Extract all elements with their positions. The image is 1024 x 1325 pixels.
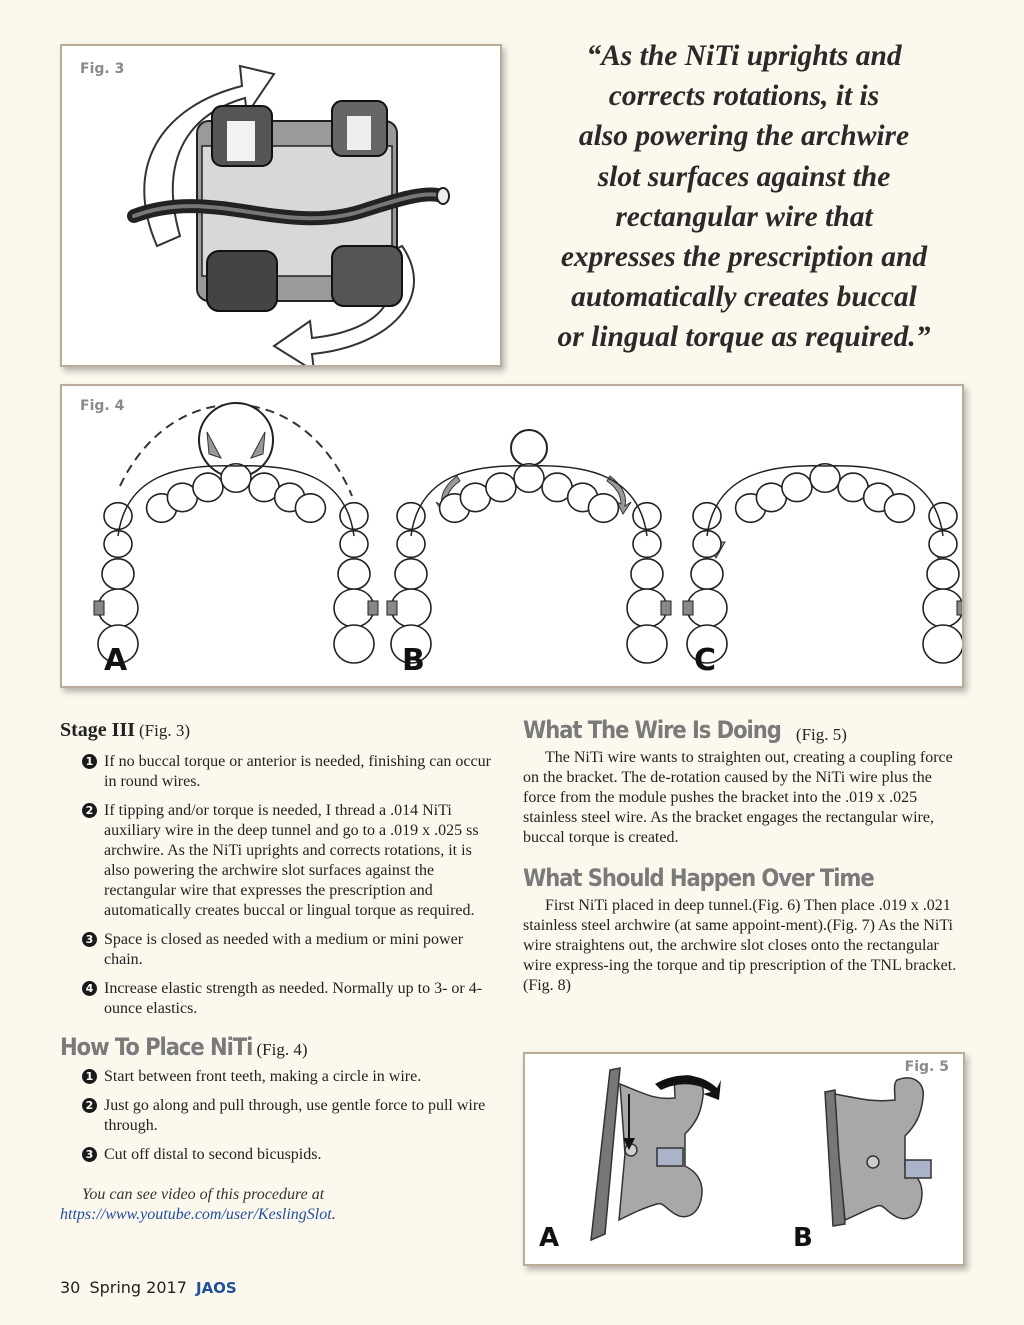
place-item (60, 1096, 498, 1136)
tooth (923, 625, 962, 663)
molar-tube (683, 601, 693, 615)
stage3-ref: (Fig. 3) (139, 721, 191, 740)
page-footer (60, 1278, 237, 1297)
tooth (193, 473, 223, 502)
number-badge-icon: 3 (82, 1147, 97, 1162)
quote-line: also powering the archwire (578, 120, 910, 153)
issue-date: Spring 2017 (89, 1278, 187, 1297)
tooth (627, 625, 667, 663)
place-item-text: Cut off distal to second bicuspids. (104, 1146, 322, 1163)
tooth (334, 625, 374, 663)
number-badge-icon: 1 (82, 754, 97, 769)
tooth (631, 559, 663, 589)
stage3-item (60, 752, 498, 792)
panel-label-a: A (539, 1223, 560, 1253)
tooth (486, 473, 516, 502)
molar-tube (957, 601, 962, 615)
place-heading (60, 1033, 498, 1061)
tooth (588, 494, 618, 522)
fig5-panel (523, 1052, 965, 1266)
fig4-arch-illustration (62, 386, 962, 686)
molar-tube (387, 601, 397, 615)
panel-label-c: C (694, 643, 717, 678)
quote-line: or lingual torque as required.” (557, 321, 931, 354)
stage3-item-text: If no buccal torque or anterior is needed, finishing can occur in round wires. (104, 753, 491, 790)
number-badge-icon: 2 (82, 1098, 97, 1113)
wire-heading (523, 716, 965, 748)
tooth (691, 559, 723, 589)
stage3-item-text: Space is closed as needed with a medium or mini power chain. (104, 931, 464, 968)
quote-line: slot surfaces against the (597, 160, 891, 193)
stage3-heading (60, 720, 498, 742)
stage3-item (60, 801, 498, 921)
dental-arch-a (94, 464, 378, 663)
panel-label-a: A (104, 643, 128, 678)
video-period: . (331, 1206, 336, 1223)
fig5-bracket-illustration (525, 1054, 963, 1264)
number-badge-icon: 3 (82, 932, 97, 947)
tooth (338, 559, 370, 589)
wire-ref: (Fig. 5) (795, 725, 847, 744)
stage3-title: Stage III (60, 719, 136, 741)
stage3-item-text: Increase elastic strength as needed. Normally up to 3- or 4-ounce elastics. (104, 980, 483, 1017)
pull-quote (528, 36, 960, 358)
wire-body: The NiTi wire wants to straighten out, creating a coupling force on the bracket. The de-rotation caused by the NiTi wire plus the force from the module pushes the bracket into the .019 x .025 stainless steel wire. As the bracket engages the rectangular wire, buccal torque is created. (523, 749, 953, 846)
fig4-panel (60, 384, 964, 688)
video-note-text: You can see video of this procedure at (82, 1186, 325, 1203)
page-number: 30 (60, 1278, 81, 1297)
panel-label-b: B (402, 643, 425, 678)
stage3-item (60, 930, 498, 970)
panel-label-b: B (793, 1223, 813, 1253)
tooth (923, 589, 962, 627)
molar-tube (94, 601, 104, 615)
fig3-label: Fig. 3 (80, 61, 125, 77)
place-item-text: Start between front teeth, making a circle in wire. (104, 1068, 422, 1085)
quote-line: expresses the prescription and (560, 241, 928, 274)
wire-loop-b (511, 430, 547, 466)
overtime-body: First NiTi placed in deep tunnel.(Fig. 6) Then place .019 x .021 stainless steel archwire (at same appoint-ment).(Fig. 7) As the NiTi wire straightens out, the archwire slot closes onto the rectangular wire express-ing the torque and tip prescription of the TNL bracket. (Fig. 8) (523, 897, 957, 994)
place-item (60, 1067, 498, 1087)
tooth (927, 559, 959, 589)
video-note (60, 1185, 498, 1225)
number-badge-icon: 1 (82, 1069, 97, 1084)
right-column (523, 716, 965, 996)
journal-name: JAOS (195, 1279, 237, 1297)
tooth (395, 559, 427, 589)
tooth (102, 559, 134, 589)
quote-line: automatically creates buccal (571, 281, 917, 314)
tooth (221, 464, 251, 493)
dental-arch-b (387, 464, 671, 663)
place-title: How To Place NiTi (60, 1033, 253, 1061)
tooth (810, 464, 840, 493)
quote-line: rectangular wire that (615, 200, 873, 233)
fig4-label: Fig. 4 (80, 398, 125, 414)
fig3-bracket-illustration (62, 46, 500, 365)
bracket-a (591, 1068, 620, 1240)
tooth (295, 494, 325, 522)
number-badge-icon: 4 (82, 981, 97, 996)
quote-line: “As the NiTi uprights and (586, 40, 902, 72)
tooth (514, 464, 544, 493)
youtube-link[interactable]: https://www.youtube.com/user/KeslingSlot (60, 1206, 332, 1223)
place-ref: (Fig. 4) (256, 1040, 308, 1059)
molar-tube (661, 601, 671, 615)
overtime-heading (523, 864, 965, 896)
molar-tube (368, 601, 378, 615)
fig5-label: Fig. 5 (904, 1059, 949, 1075)
overtime-title: What Should Happen Over Time (523, 864, 874, 892)
wire-title: What The Wire Is Doing (523, 716, 781, 744)
place-item (60, 1145, 498, 1165)
fig3-panel (60, 44, 502, 367)
number-badge-icon: 2 (82, 803, 97, 818)
place-item-text: Just go along and pull through, use gentle force to pull wire through. (104, 1097, 486, 1134)
dental-arch-c (683, 464, 962, 663)
quote-line: corrects rotations, it is (608, 80, 880, 113)
stage3-item (60, 979, 498, 1019)
tooth (782, 473, 812, 502)
stage3-item-text: If tipping and/or torque is needed, I thread a .014 NiTi auxiliary wire in the deep tunnel and go to a .019 x .025 ss archwire. As the NiTi uprights and corrects rotations, it is also powering the archwire slot surfaces against the rectangular wire that expresses the prescription and automatically creates buccal or lingual torque as required. (104, 802, 479, 919)
tooth (884, 494, 914, 522)
left-column (60, 720, 498, 1225)
